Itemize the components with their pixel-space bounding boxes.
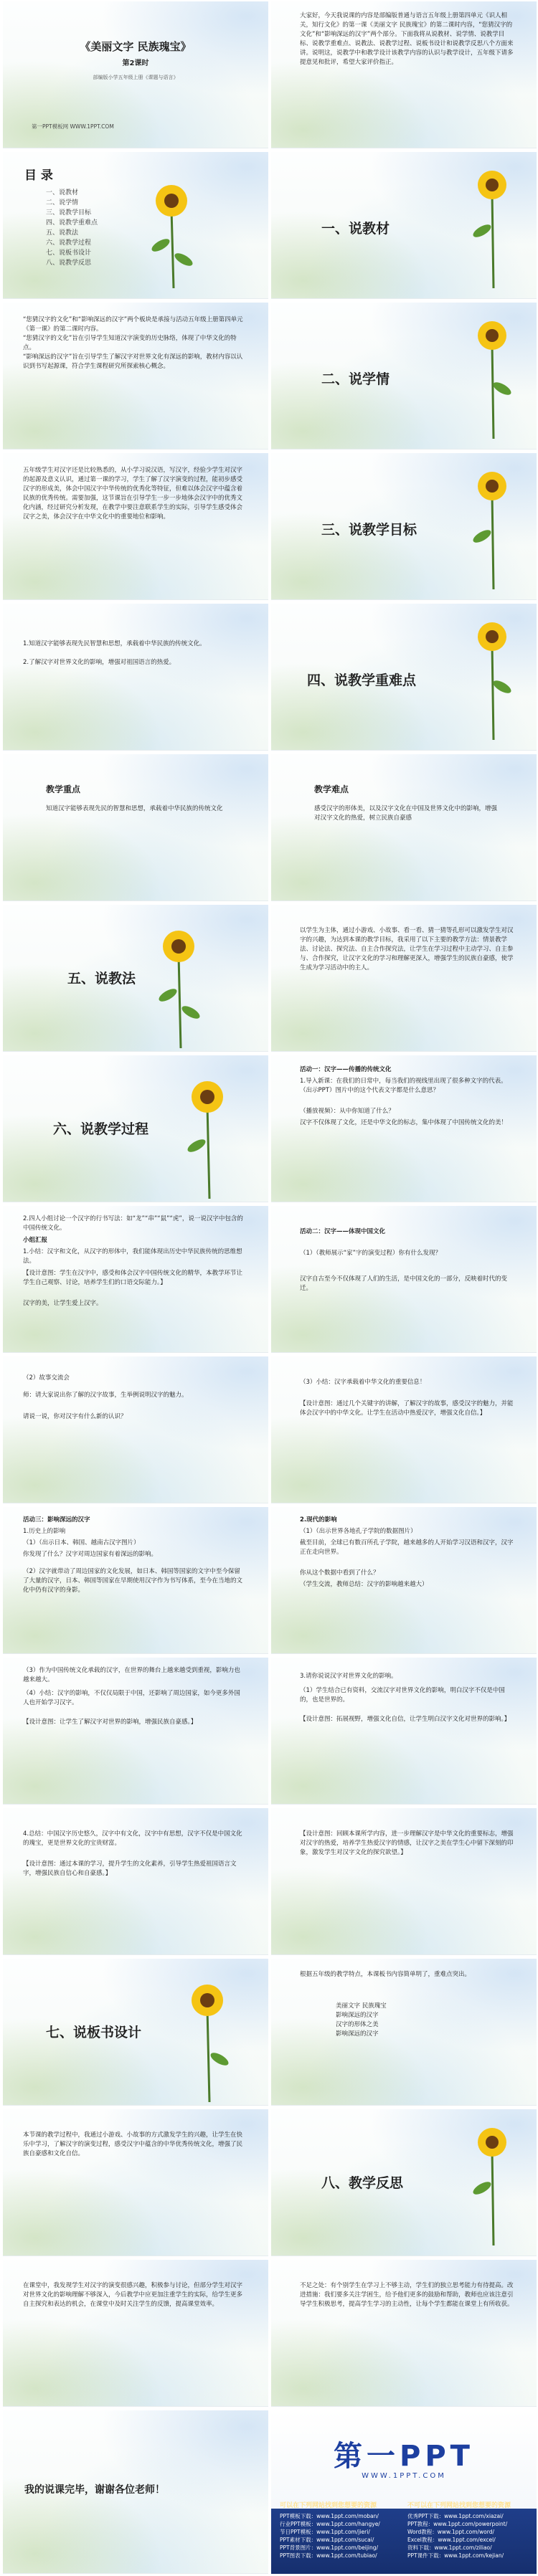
section-title: 一、说教材: [321, 221, 390, 237]
slide-goals[interactable]: [3, 604, 268, 751]
slide-intro[interactable]: [271, 1, 537, 148]
cover-subtitle: 第2课时: [122, 60, 149, 67]
reflection-text: 本节课的教学过程中，我通过小游戏、小故事的方式激发学生的兴趣，让学生在快乐中学习，了解汉字的演变过程，感受汉字中蕴含的中华优秀传统文化，增强了民族自豪感和文化自信。: [23, 2131, 243, 2157]
slide-section-5[interactable]: [3, 905, 268, 1052]
slide-board-design[interactable]: [271, 1959, 537, 2106]
influence-text: （学生交流，教师总结：汉字的影响越来越大）: [300, 1581, 428, 1588]
slide-group-discussion[interactable]: [3, 1206, 268, 1353]
banner-left-heading: 可以在下列网站找到您想要的资源: [280, 2502, 377, 2509]
world-text: 【设计意图：拓展视野，增强文化自信，让学生明白汉字文化对世界的影响。】: [300, 1716, 511, 1723]
banner-right-column: [407, 2502, 529, 2560]
slide-section-4[interactable]: [271, 604, 537, 751]
banner-link[interactable]: PPT模板下载：www.1ppt.com/moban/: [280, 2513, 379, 2519]
toc-item[interactable]: 五、说教法: [46, 229, 79, 237]
toc-item[interactable]: 七、说板书设计: [46, 249, 92, 257]
conclusion-text: 【设计意图：通过本课的学习，提升学生的文化素养，引导学生热爱祖国语言文字，增强民族自信心和自豪感。】: [23, 1860, 237, 1877]
slide-methods[interactable]: [271, 905, 537, 1052]
toc-item[interactable]: 八、说教学反思: [46, 260, 92, 267]
slide-learners[interactable]: [3, 453, 268, 600]
slide-world-influence[interactable]: [271, 1658, 537, 1805]
reflection-text: 不足之处：有个别学生在学习上不够主动，学生们的独立思考能力有待提高。改进措施：我们要多关注学困生，给予他们更多的鼓励和帮助，教师也应该注意引导学生积极思考，提高学生学习的主动性，让每个学生都能在课堂上有所收获。: [300, 2282, 514, 2308]
sunflower-image: [471, 2124, 514, 2245]
ppt-banner[interactable]: [271, 2410, 537, 2574]
reflection-text: 在课堂中，我发现学生对汉字的演变很感兴趣，积极参与讨论，但部分学生对汉字对世界文化的影响理解不够深入，今后教学中应更加注重学生的实际，给学生更多自主探究和表达的机会，在课堂中及时关注学生的反馈，提高课堂效率。: [23, 2282, 243, 2308]
board-lines: [336, 2002, 479, 2039]
goal-1: 1.知道汉字能够表现先民智慧和思想，承载着中华民族的传统文化。: [23, 640, 206, 647]
intent-text: 【设计意图：回顾本课所学内容，进一步理解汉字是中华文化的重要标志，增强对汉字的热爱，培养学生热爱汉字的情感，让汉字之美在学生心中留下深刻的印象，激发学生对汉字文化的探究欲望。】: [300, 1830, 514, 1856]
textbook-text: “您猜汉字的文化”和“影响深远的汉字”两个板块是承接与活动五年级上册第四单元《第一课》的第二课时内容。 “您猜汉字的文化”旨在引导学生知道汉字演变的历史脉络，体现了中华文化的特点。 “影响深远的汉字”旨在引导学生了解汉字对世界文化有深远的影响，教材内容以认识到书写起源课，符合学生课程研究所探索核心概念。: [23, 316, 243, 370]
banner-link[interactable]: PPT图表下载：www.1ppt.com/tubiao/: [280, 2552, 377, 2559]
activity-text: （1）（出示日本、韩国、越南古汉字图片）: [23, 1539, 140, 1546]
board-intro: 根据五年级的教学特点，本课板书内容简单明了，重难点突出。: [300, 1971, 471, 1978]
banner-right-heading: 不可以在下列网站找到您想要的资源: [407, 2502, 511, 2509]
influence-text: 截至目前，全球已有数百所孔子学院，越来越多的人开始学习汉语和汉字，汉字正在走向世界。: [300, 1539, 514, 1556]
section-title: 五、说教法: [67, 971, 136, 987]
slide-design-intent[interactable]: [271, 1808, 537, 1955]
banner-link[interactable]: PPT教程：www.1ppt.com/powerpoint/: [407, 2521, 508, 2527]
banner-link[interactable]: PPT素材下载：www.1ppt.com/sucai/: [280, 2537, 374, 2543]
banner-link[interactable]: PPT课件下载：www.1ppt.com/kejian/: [407, 2552, 504, 2559]
slide-activity-2[interactable]: [271, 1206, 537, 1353]
slide-influence-summary[interactable]: [3, 1658, 268, 1805]
activity-text: 汉字不仅体现了文化，还是中华文化的标志，集中体现了中国传统文化的美！: [300, 1119, 508, 1126]
section-title: 三、说教学目标: [321, 522, 417, 538]
activity-text: 你发现了什么？汉字对周边国家有着深远的影响。: [23, 1551, 158, 1558]
slide-modern-influence[interactable]: [271, 1507, 537, 1654]
activity-heading: 活动二：汉字——体现中国文化: [300, 1228, 386, 1235]
board-line: 汉字的形体之美: [336, 2021, 379, 2028]
discussion-heading: 小组汇报: [23, 1237, 48, 1244]
learners-text: 五年级学生对汉字还是比较熟悉的，从小学习说汉语，写汉字，经验少学生对汉字的起源及意义认识，通过第一课的学习，学生了解了汉字演变的过程，能初步感受汉字的形成美，体会中国汉字中华传统的优秀化等特征，但难以体会汉字中蕴含着民族的优秀传统。需要加强，这节课旨在引导学生一步一步地体会汉字中的优秀文化内涵，经过研究分析发现，在教学中要注意联系学生的实际，引导学生感受体会汉字之美，体会汉字在中华文化中的重要地位和影响。: [23, 467, 243, 521]
thanks-text: 我的说课完毕，谢谢各位老师！: [24, 2484, 165, 2496]
board-line: 影响深远的汉字: [336, 2030, 379, 2038]
methods-text: 以学生为主体，通过小游戏、小故事、看一看、猜一猜等孔形可以激发学生对汉字的兴趣，为达到本课的教学目标，我采用了以下主要的教学方法：情景教学法、讨论法、探究法、自主合作探究法，让学生在学习过程中主动学习、自主参与、合作探究，让汉字文化的学习和理解更深入，增强学生的民族自豪感，使学生成为学习活动中的主人。: [300, 927, 514, 971]
section-title: 八、教学反思: [321, 2175, 404, 2191]
slide-difficulty[interactable]: [271, 754, 537, 901]
section-title: 二、说学情: [321, 371, 390, 387]
influence-text: （1）（出示世界各地孔子学院的数据图片）: [300, 1528, 417, 1535]
banner-link[interactable]: PPT背景图片：www.1ppt.com/beijing/: [280, 2544, 379, 2551]
section-title: 七、说板书设计: [46, 2025, 142, 2040]
slide-section-8[interactable]: [271, 2109, 537, 2256]
activity-text: 1.历史上的影响: [23, 1528, 66, 1535]
summary-text: 【设计意图：通过几个关键字的讲解，了解汉字的故事，感受汉字的魅力，并能体会汉字中的中华文化。让学生在活动中热爱汉字，增强文化自信。】: [300, 1400, 514, 1417]
slide-summary-1[interactable]: [271, 1356, 537, 1503]
banner-link[interactable]: 优秀PPT下载：www.1ppt.com/xiazai/: [407, 2513, 504, 2519]
slide-cover[interactable]: [3, 1, 268, 148]
cover-title: 《美丽文字 民族瑰宝》: [80, 40, 192, 53]
toc-item[interactable]: 四、说教学重难点: [46, 219, 98, 227]
slide-story[interactable]: [3, 1356, 268, 1503]
activity-heading: 活动三：影响深远的汉字: [23, 1516, 90, 1524]
slide-textbook[interactable]: [3, 303, 268, 450]
activity-text: 1.导入新课：在我们的日常中，每当我们的视线里出现了很多种文字的代表。（出示PPT）图片中的这个代表文字都是什么意思？: [300, 1078, 507, 1094]
banner-url[interactable]: WWW.1PPT.COM: [362, 2472, 446, 2480]
slide-activity-1[interactable]: [271, 1055, 537, 1202]
banner-link[interactable]: Excel教程：www.1ppt.com/excel/: [407, 2537, 496, 2543]
influence-heading: 2.现代的影响: [300, 1516, 337, 1524]
influence-text: 你从这个数据中看到了什么？: [300, 1569, 379, 1577]
activity-text: （播放视频）：从中你知道了什么？: [300, 1108, 395, 1115]
story-text: 师：请大家说出你了解的汉字故事，生举例说明汉字的魅力。: [23, 1392, 188, 1399]
banner-logo: 第一PPT: [334, 2440, 474, 2473]
world-text: （1）学生结合已有资料，交流汉字对世界文化的影响，明白汉字不仅是中国的，也是世界的。: [300, 1687, 505, 1703]
banner-link[interactable]: 节日PPT模板：www.1ppt.com/jieri/: [280, 2529, 370, 2535]
toc-item[interactable]: 一、说教材: [46, 189, 79, 196]
world-text: 3.请你说说汉字对世界文化的影响。: [300, 1673, 397, 1680]
sunflower-image: [182, 1077, 232, 1199]
banner-link[interactable]: 资料下载：www.1ppt.com/ziliao/: [407, 2544, 492, 2551]
slide-section-1[interactable]: [271, 152, 537, 299]
slide-section-7[interactable]: [3, 1959, 268, 2106]
toc-item[interactable]: 六、说教学过程: [46, 239, 92, 247]
cover-edition: 部编版小学五年级上册《课题与语言》: [93, 75, 179, 80]
toc-list: [46, 188, 98, 268]
sunflower-image: [146, 181, 197, 288]
key-point-title: 教学重点: [46, 784, 81, 794]
activity-text: 汉字自古至今不仅体现了人们的生活，是中国文化的一部分，反映着时代的变迁。: [300, 1275, 508, 1292]
board-line: 美丽文字 民族瑰宝: [336, 2002, 387, 2010]
key-point-text: 知道汉字能够表现先民的智慧和思想，承载着中华民族的传统文化: [46, 805, 223, 812]
sunflower-image: [471, 618, 514, 740]
slide-conclusion[interactable]: [3, 1808, 268, 1955]
board-line: 影响深远的汉字: [336, 2012, 379, 2019]
section-title: 四、说教学重难点: [307, 672, 417, 688]
slide-section-6[interactable]: [3, 1055, 268, 1202]
banner-left-column: [280, 2502, 402, 2560]
activity-text: （1）（教师展示“家”字的演变过程）你有什么发现？: [300, 1250, 441, 1257]
conclusion-text: 4.总结：中国汉字历史悠久，汉字中有文化，汉字中有思想，汉字不仅是中国文化的瑰宝，更是世界文化的宝贵财富。: [23, 1830, 242, 1847]
sunflower-image: [471, 317, 514, 439]
slide-reflection-1[interactable]: [3, 2109, 268, 2256]
sunflower-image: [471, 166, 514, 288]
toc-item[interactable]: 二、说学情: [46, 199, 79, 206]
slide-reflection-3[interactable]: [271, 2260, 537, 2407]
slide-toc[interactable]: [3, 152, 268, 299]
sunflower-image: [471, 467, 514, 589]
sunflower-image: [182, 1980, 232, 2102]
influence-text: 【设计意图：让学生了解汉字对世界的影响，增强民族自豪感。】: [23, 1719, 197, 1726]
summary-text: （3）小结：汉字承载着中华文化的重要信息！: [300, 1379, 426, 1386]
slide-thanks[interactable]: [3, 2410, 268, 2574]
slide-key-point[interactable]: [3, 754, 268, 901]
influence-text: （3）作为中国传统文化承载的汉字，在世界的舞台上越来越受到重视，影响力也越来越大。: [23, 1667, 240, 1683]
banner-link[interactable]: Word教程：www.1ppt.com/word/: [407, 2529, 494, 2535]
slide-reflection-2[interactable]: [3, 2260, 268, 2407]
difficulty-title: 教学难点: [314, 784, 349, 794]
goal-2: 2.了解汉字对世界文化的影响，增强对祖国语言的热爱。: [23, 659, 176, 666]
sunflower-image: [154, 926, 204, 1048]
difficulty-text: 感受汉字的形体美，以及汉字文化在中国及世界文化中的影响，增强对汉字文化的热爱，树立民族自豪感: [314, 805, 498, 822]
activity-text: （2）汉字就带动了周边国家的文化发展，如日本、韩国等国家的文字中至今保留了大量的汉字，日本、韩国等国家在早期使用汉字作为书写体系，至今在当地的文化中仍有汉字的身影。: [23, 1568, 243, 1594]
slide-section-3[interactable]: [271, 453, 537, 600]
discussion-text: 【设计意图：学生在汉字中，感受和体会汉字中国传统文化的精华，本教学环节让学生自己观察、讨论，培养学生们的口语交际能力。】: [23, 1270, 243, 1286]
story-text: 请说一说，你对汉字有什么新的认识？: [23, 1413, 127, 1420]
story-text: （2）故事交流会: [23, 1374, 70, 1382]
cover-footer: 第一PPT模板网 WWW.1PPT.COM: [32, 123, 114, 130]
toc-title: 目 录: [24, 168, 53, 183]
toc-item[interactable]: 三、说教学目标: [46, 209, 92, 217]
activity-heading: 活动一：汉字——传播的传统文化: [300, 1066, 392, 1073]
intro-text: 大家好，今天我说课的内容是部编版普通与语言五年级上册第四单元《识人相关，知行文化》的第一课《美丽文字 民族瑰宝》的第二课时内容，“您猜汉字的文化”和“影响深远的汉字”两个部分。下面我将从说教材、说学情、说教学目标、说教学重难点、说教法、说教学过程、说板书设计和说教学反思八个方面来讲。说明这，说教学中和教学设计该教学内容的认识与教学设计，五年级下请多提意见和批评，希望大家评价指正。: [300, 12, 514, 66]
discussion-text: 1.小结：汉字和文化，从汉字的形体中，我们能体现出历史中华民族传统的思维想法。: [23, 1248, 242, 1265]
discussion-text: 2.四人小组讨论一个汉字的行书写法：如“龙”“串”“鼠”“虎”，说一说汉字中包含的中国传统文化。: [23, 1215, 243, 1232]
influence-text: （4）小结：汉字的影响，不仅仅局限于中国，还影响了周边国家，如今更多外国人也开始学习汉字。: [23, 1690, 240, 1706]
slide-section-2[interactable]: [271, 303, 537, 450]
discussion-text: 汉字的美，让学生爱上汉字。: [23, 1300, 103, 1307]
slide-activity-3[interactable]: [3, 1507, 268, 1654]
banner-link[interactable]: 行业PPT模板：www.1ppt.com/hangye/: [280, 2521, 380, 2527]
section-title: 六、说教学过程: [53, 1121, 149, 1137]
